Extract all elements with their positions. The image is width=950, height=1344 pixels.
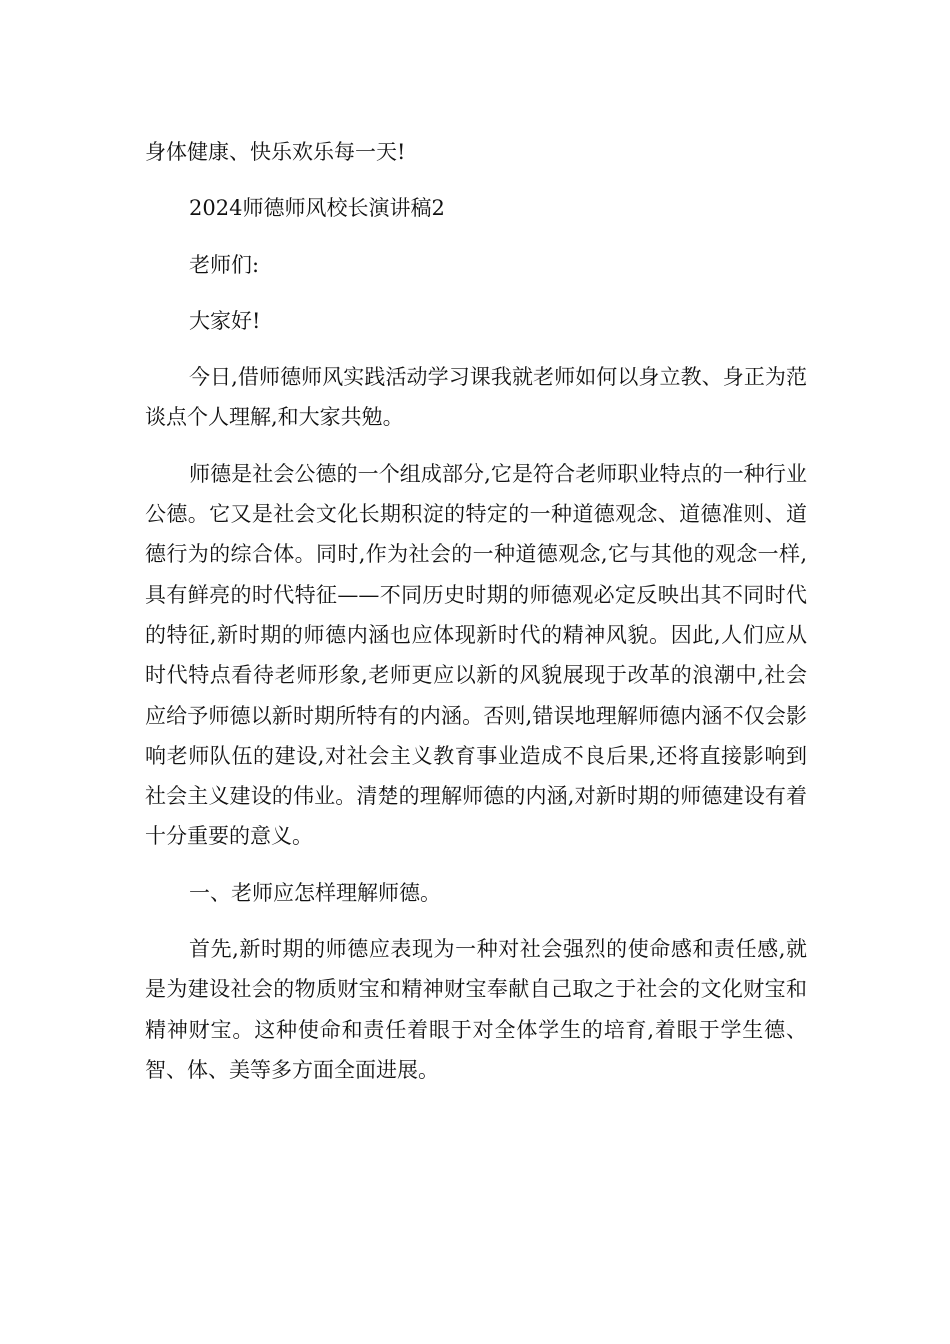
paragraph-teacher-ethics-definition: 师德是社会公德的一个组成部分,它是符合老师职业特点的一种行业公德。它又是社会文化长期积淀的特定的一种道德观念、道德准则、道德行为的综合体。同时,作为社会的一种道德观念,它与其他的观念一样,具有鲜亮的时代特征——不同历史时期的师德观必定反映出其不同时代的特征,新时期的师德内涵也应体现新时代的精神风貌。因此,人们应从时代特点看待老师形象,老师更应以新的风貌展现于改革的浪潮中,社会应给予师德以新时期所特有的内涵。否则,错误地理解师德内涵不仅会影响老师队伍的建设,对社会主义教育事业造成不良后果,还将直接影响到社会主义建设的伟业。清楚的理解师德的内涵,对新时期的师德建设有着十分重要的意义。 <box>145 461 807 849</box>
section-heading-1: 一、老师应怎样理解师德。 <box>189 880 441 905</box>
salutation: 老师们: <box>189 252 260 277</box>
paragraph-closing-wish: 身体健康、快乐欢乐每一天! <box>145 140 406 164</box>
speech-title: 2024师德师风校长演讲稿2 <box>189 196 445 221</box>
greeting: 大家好! <box>189 308 261 333</box>
paragraph-first-point: 首先,新时期的师德应表现为一种对社会强烈的使命感和责任感,就是为建设社会的物质财宝和精神财宝奉献自己取之于社会的文化财宝和精神财宝。这种使命和责任着眼于对全体学生的培育,着眼于学生德、智、体、美等多方面全面进展。 <box>145 937 807 1082</box>
paragraph-intro: 今日,借师德师风实践活动学习课我就老师如何以身立教、身正为范谈点个人理解,和大家共勉。 <box>145 365 807 430</box>
document-body <box>145 132 807 1106</box>
